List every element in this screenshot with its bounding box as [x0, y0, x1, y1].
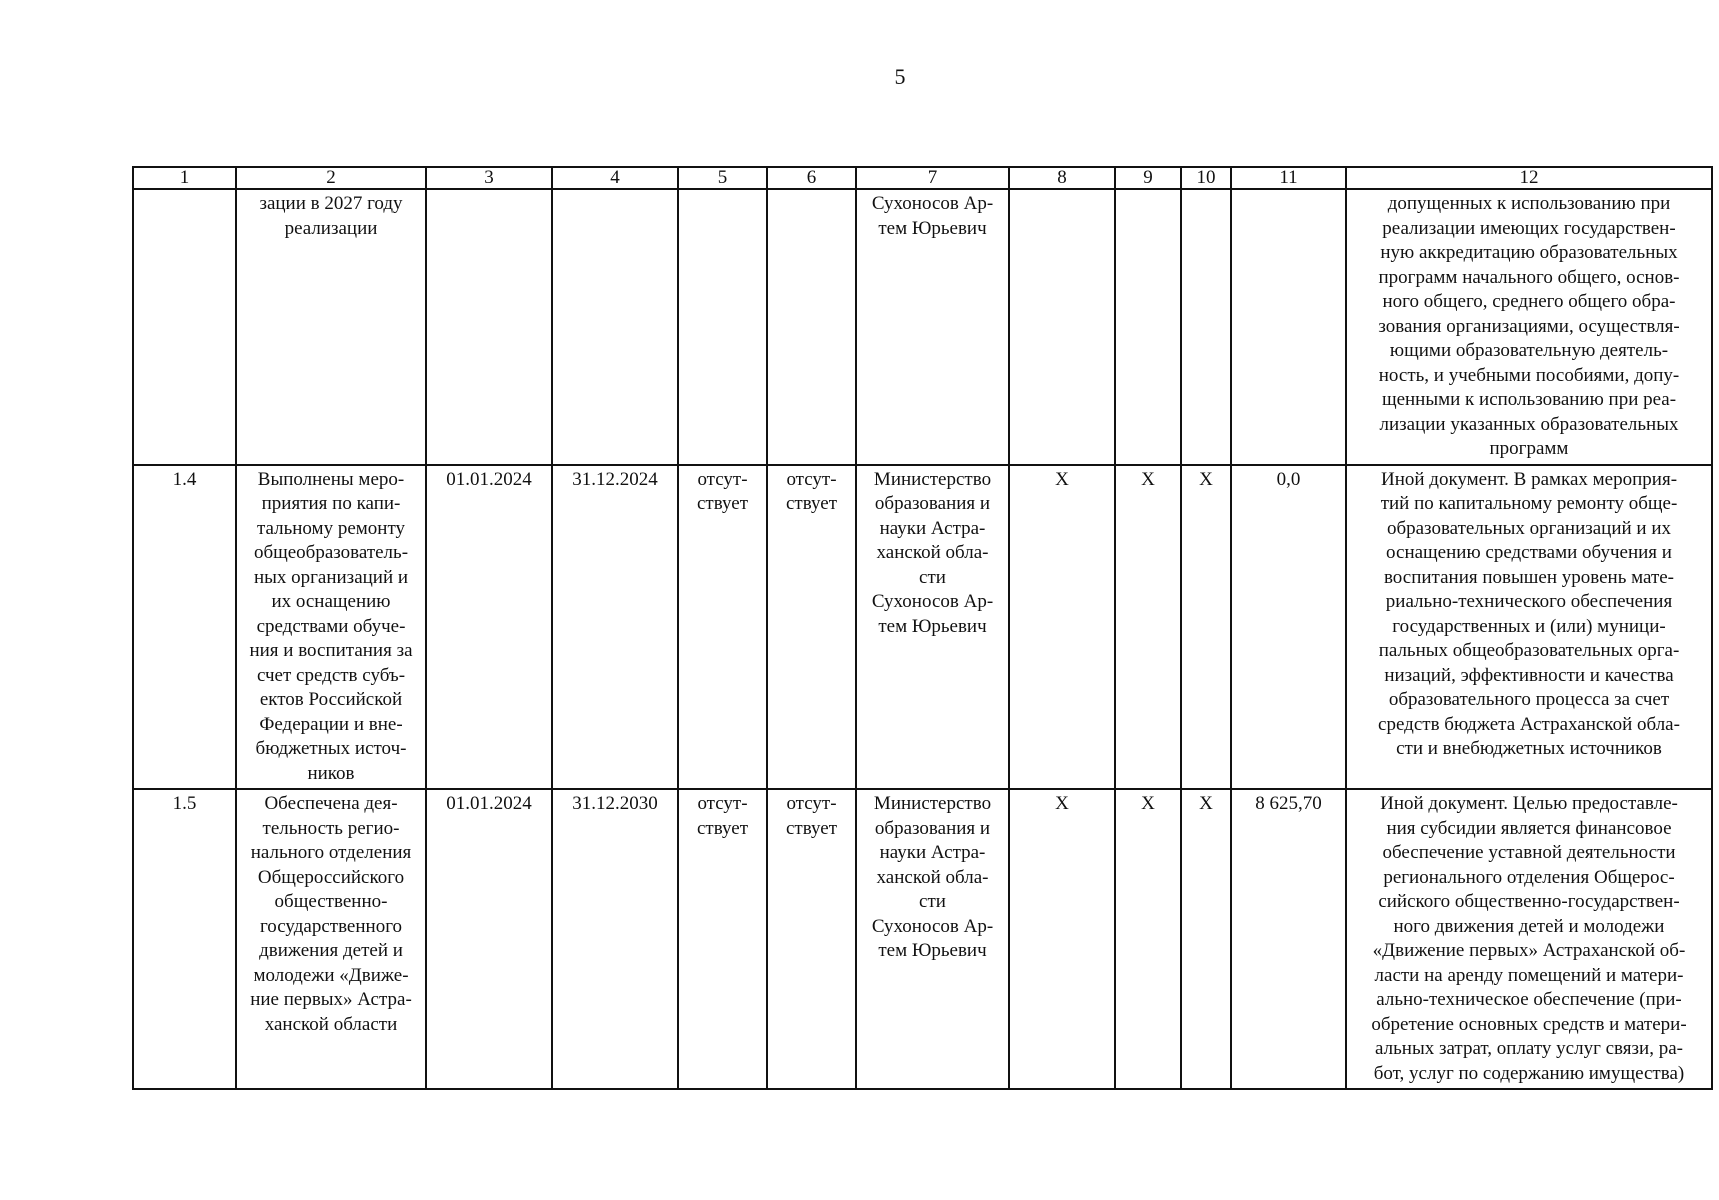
row-number-cell: 1.5 — [133, 789, 236, 1089]
page-number: 5 — [894, 64, 906, 89]
responsible-cell: Сухоносов Ар- тем Юрьевич — [856, 189, 1009, 465]
column-header: 3 — [426, 167, 552, 189]
col5-cell — [678, 189, 767, 465]
col9-cell: Х — [1115, 465, 1181, 790]
result-name-cell: Выполнены меро- приятия по капи- тальному ремонту общеобразователь- ных организаций и их оснащению средствами обуче- ния и воспитания за счет средств субъ- ектов Российской Федерации и вне- бюджетных источ- ников — [236, 465, 426, 790]
end-date-cell — [552, 189, 678, 465]
col8-cell: Х — [1009, 789, 1115, 1089]
end-date-cell: 31.12.2024 — [552, 465, 678, 790]
column-header: 2 — [236, 167, 426, 189]
result-name-cell: Обеспечена дея- тельность регио- нального отделения Общероссийского общественно- государственного движения детей и молодежи «Движе- ние первых» Астра- ханской области — [236, 789, 426, 1089]
start-date-cell — [426, 189, 552, 465]
column-header: 6 — [767, 167, 856, 189]
start-date-cell: 01.01.2024 — [426, 465, 552, 790]
column-header: 10 — [1181, 167, 1231, 189]
col5-cell: отсут- ствует — [678, 789, 767, 1089]
table-row — [133, 789, 1712, 1089]
column-header: 12 — [1346, 167, 1712, 189]
column-header: 4 — [552, 167, 678, 189]
col10-cell: Х — [1181, 465, 1231, 790]
col5-cell: отсут- ствует — [678, 465, 767, 790]
amount-cell: 0,0 — [1231, 465, 1346, 790]
program-table — [132, 166, 1713, 1090]
col9-cell: Х — [1115, 789, 1181, 1089]
amount-cell: 8 625,70 — [1231, 789, 1346, 1089]
column-header: 7 — [856, 167, 1009, 189]
col8-cell: Х — [1009, 465, 1115, 790]
column-number-row — [133, 167, 1712, 189]
description-cell: допущенных к использованию при реализации имеющих государствен- ную аккредитацию образовательных программ начального общего, основ- ного общего, среднего общего обра- зования организациями, осуществля- ющими образовательную деятель- ность, и учебными пособиями, допу- щенными к использованию при реа- лизации указанных образовательных программ — [1346, 189, 1712, 465]
responsible-cell: Министерство образования и науки Астра- ханской обла- сти Сухоносов Ар- тем Юрьевич — [856, 465, 1009, 790]
row-number-cell: 1.4 — [133, 465, 236, 790]
start-date-cell: 01.01.2024 — [426, 789, 552, 1089]
column-header: 9 — [1115, 167, 1181, 189]
col10-cell — [1181, 189, 1231, 465]
col8-cell — [1009, 189, 1115, 465]
description-cell: Иной документ. Целью предоставле- ния субсидии является финансовое обеспечение уставной деятельности регионального отделения Общерос- сийского общественно-государствен- ного движения детей и молодежи «Движение первых» Астраханской об- ласти на аренду помещений и матери- ально-техническое обеспечение (при- обретение основных средств и матери- альных затрат, оплату услуг связи, ра- бот, услуг по содержанию имущества) — [1346, 789, 1712, 1089]
amount-cell — [1231, 189, 1346, 465]
column-header: 1 — [133, 167, 236, 189]
result-name-cell: зации в 2027 году реализации — [236, 189, 426, 465]
column-header: 8 — [1009, 167, 1115, 189]
column-header: 11 — [1231, 167, 1346, 189]
column-header: 5 — [678, 167, 767, 189]
col10-cell: Х — [1181, 789, 1231, 1089]
col9-cell — [1115, 189, 1181, 465]
end-date-cell: 31.12.2030 — [552, 789, 678, 1089]
responsible-cell: Министерство образования и науки Астра- ханской обла- сти Сухоносов Ар- тем Юрьевич — [856, 789, 1009, 1089]
col6-cell: отсут- ствует — [767, 465, 856, 790]
col6-cell: отсут- ствует — [767, 789, 856, 1089]
table-row — [133, 465, 1712, 790]
table-row — [133, 189, 1712, 465]
description-cell: Иной документ. В рамках мероприя- тий по капитальному ремонту обще- образовательных организаций и их оснащению средствами обучения и воспитания повышен уровень мате- риально-технического обеспечения государственных и (или) муници- пальных общеобразовательных орга- низаций, эффективности и качества образовательного процесса за счет средств бюджета Астраханской обла- сти и внебюджетных источников — [1346, 465, 1712, 790]
row-number-cell — [133, 189, 236, 465]
col6-cell — [767, 189, 856, 465]
